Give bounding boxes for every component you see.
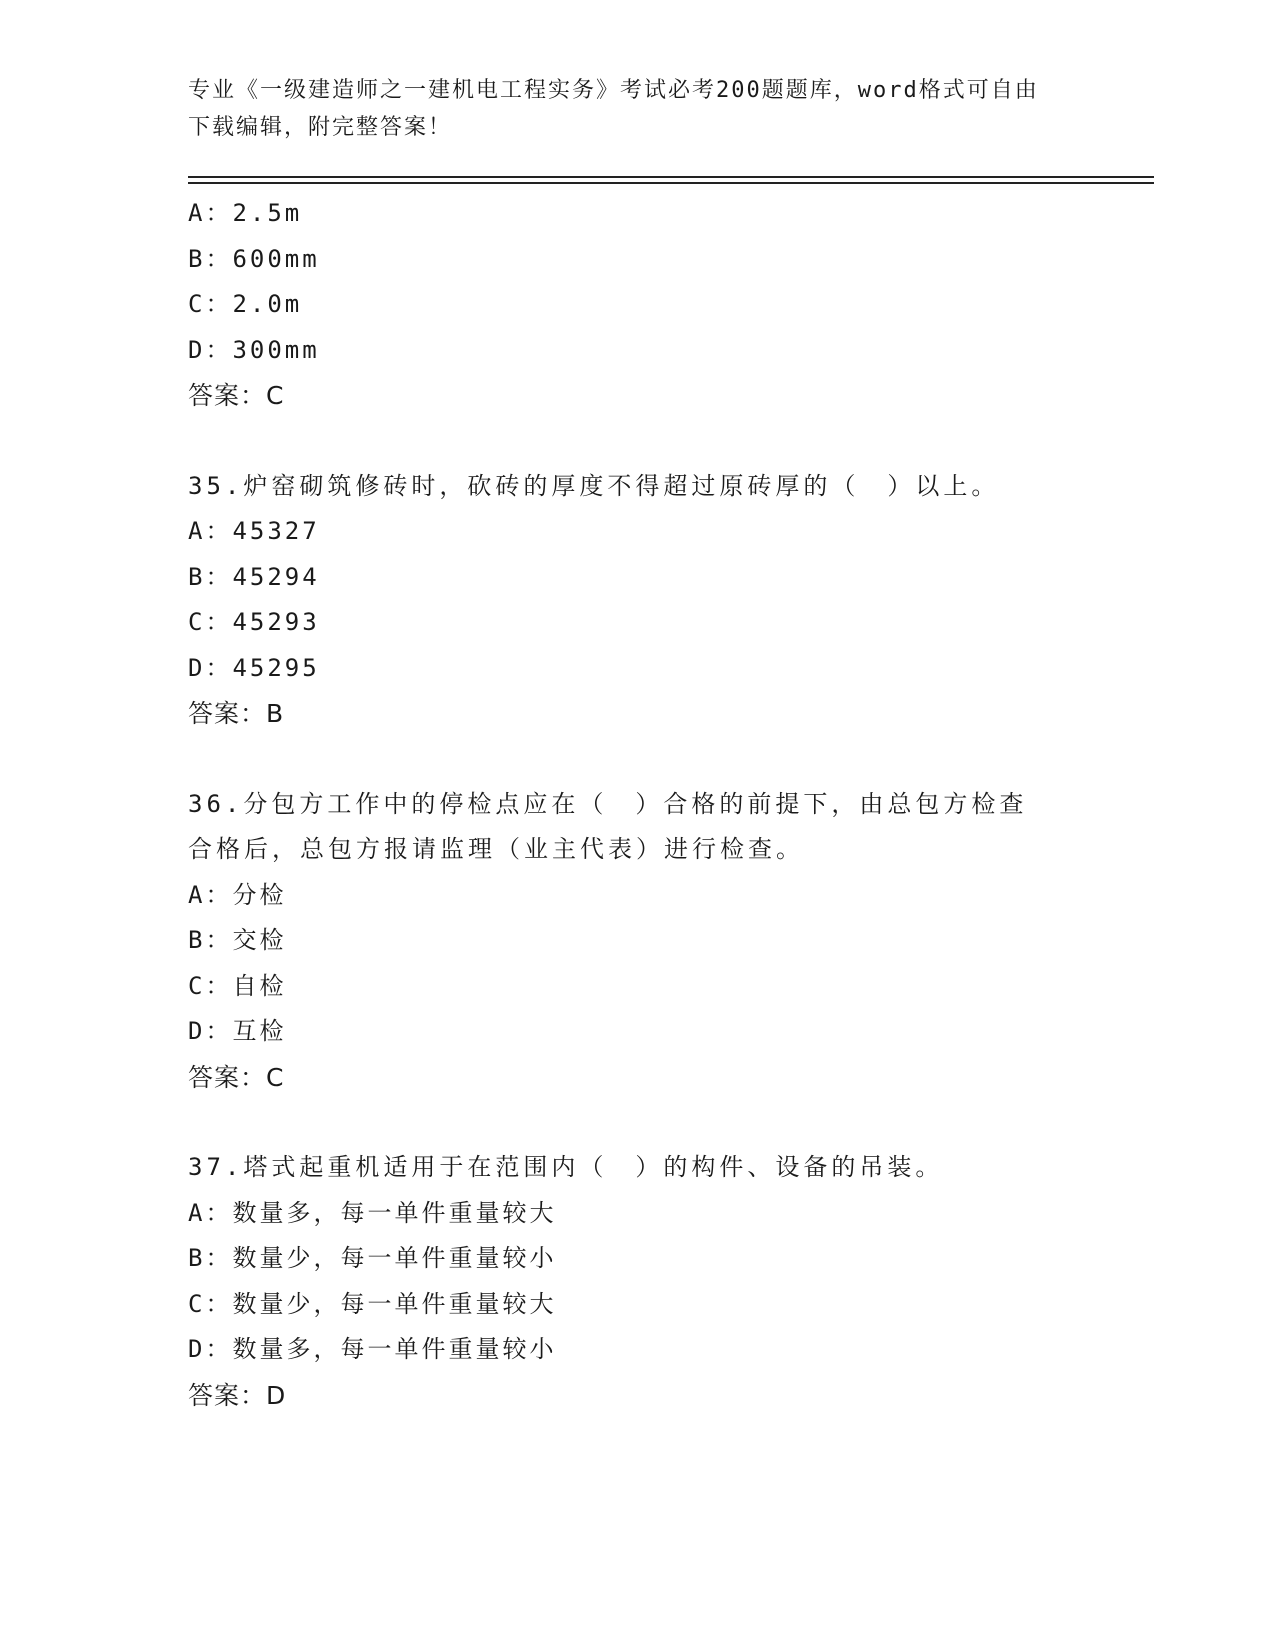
question-34-block bbox=[188, 191, 1088, 419]
option-a: A：数量多，每一单件重量较大 bbox=[188, 1198, 557, 1227]
option-b: B：45294 bbox=[188, 562, 320, 591]
question-stem: 37.塔式起重机适用于在范围内（ ）的构件、设备的吊装。 bbox=[188, 1153, 944, 1181]
question-stem: 36.分包方工作中的停检点应在（ ）合格的前提下，由总包方检查合格后，总包方报请监理（业主代表）进行检查。 bbox=[188, 789, 1028, 863]
option-b: B：数量少，每一单件重量较小 bbox=[188, 1244, 557, 1272]
question-stem: 35.炉窑砌筑修砖时，砍砖的厚度不得超过原砖厚的（ ）以上。 bbox=[188, 471, 1000, 500]
option-c: C：45293 bbox=[188, 608, 320, 636]
option-b: B：600mm bbox=[188, 244, 320, 273]
question-37-block bbox=[188, 1145, 1088, 1418]
answer-line: 答案：C bbox=[188, 381, 285, 410]
option-d: D：数量多，每一单件重量较小 bbox=[188, 1335, 557, 1363]
header-rule-bottom bbox=[188, 182, 1154, 184]
question-36-block bbox=[188, 782, 1088, 1101]
option-c: C：自检 bbox=[188, 971, 287, 1000]
header-line-1: 专业《一级建造师之一建机电工程实务》考试必考200题题库，word格式可自由 bbox=[188, 78, 1039, 103]
answer-line: 答案：D bbox=[188, 1380, 287, 1410]
option-d: D：300mm bbox=[188, 335, 320, 364]
option-d: D：互检 bbox=[188, 1017, 287, 1045]
option-b: B：交检 bbox=[188, 926, 287, 954]
answer-line: 答案：C bbox=[188, 1062, 285, 1092]
question-35-block bbox=[188, 464, 1088, 737]
question-list bbox=[188, 191, 1088, 1418]
header-rule-top bbox=[188, 176, 1154, 178]
option-a: A：2.5m bbox=[188, 199, 303, 227]
option-c: C：数量少，每一单件重量较大 bbox=[188, 1289, 557, 1318]
document-header bbox=[188, 72, 1088, 146]
option-c: C：2.0m bbox=[188, 290, 303, 318]
option-d: D：45295 bbox=[188, 653, 320, 682]
answer-line: 答案：B bbox=[188, 699, 285, 728]
option-a: A：分检 bbox=[188, 880, 287, 909]
option-a: A：45327 bbox=[188, 517, 320, 545]
header-line-2: 下载编辑，附完整答案！ bbox=[188, 115, 453, 140]
